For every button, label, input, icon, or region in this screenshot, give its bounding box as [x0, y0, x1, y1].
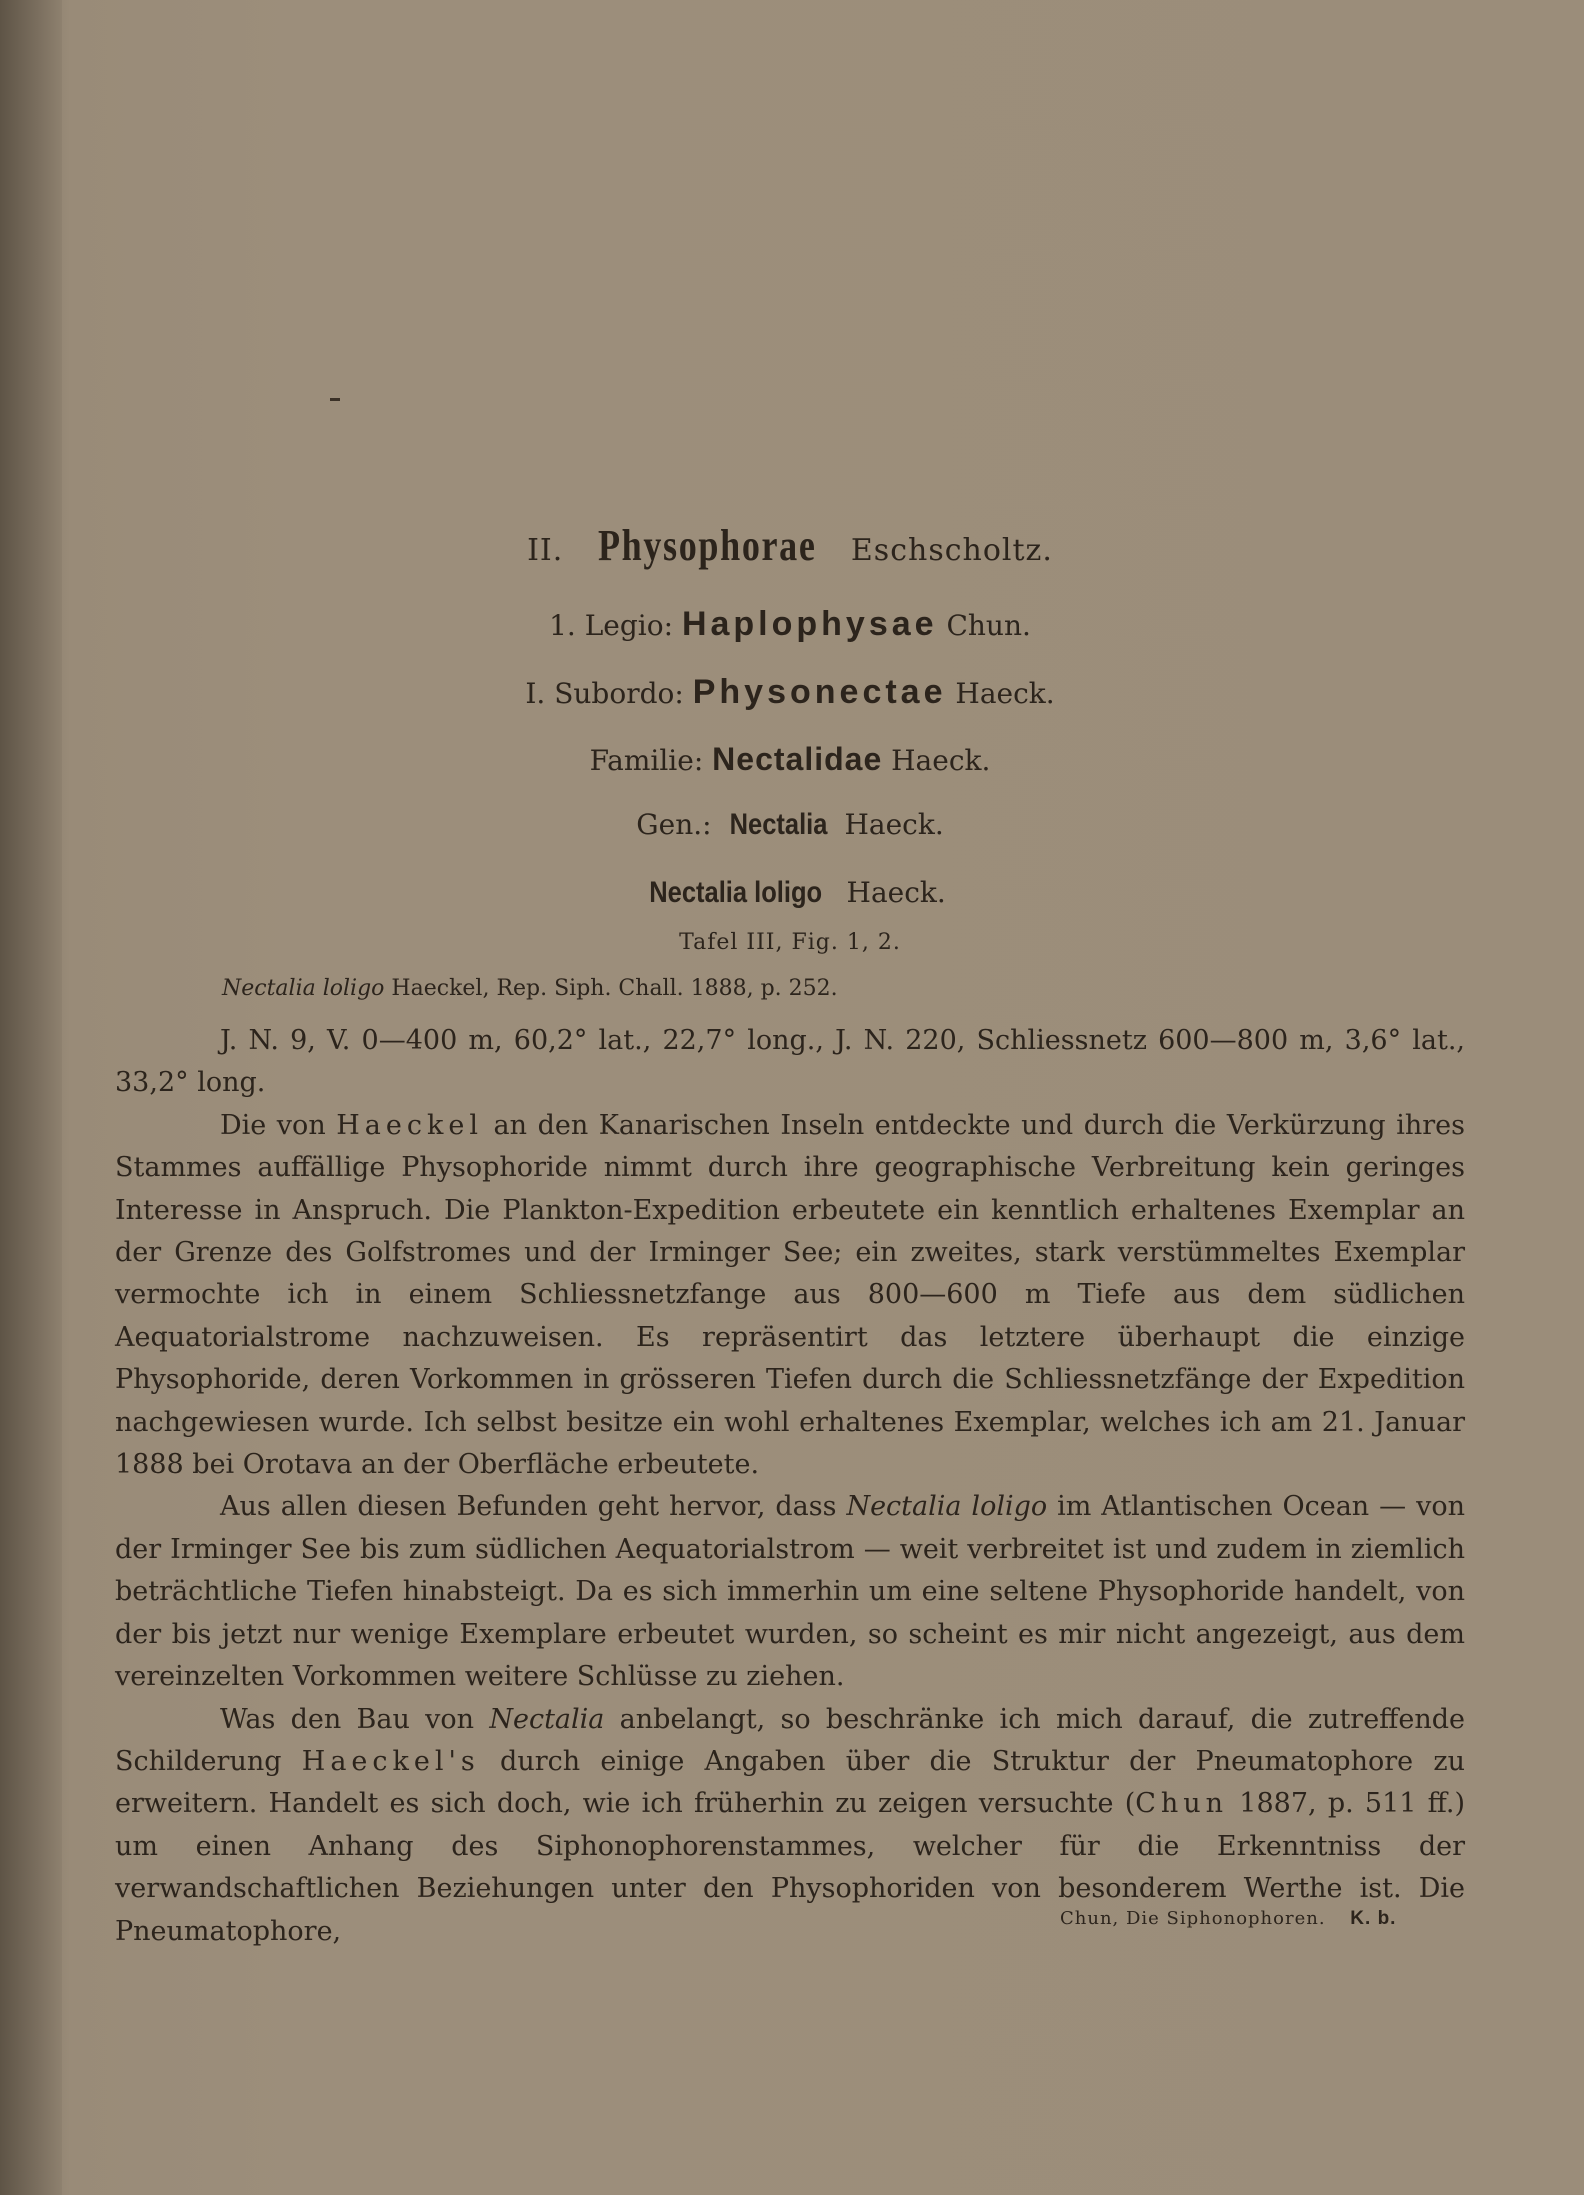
heading-genus-author: Haeck. — [844, 808, 944, 841]
heading-familie — [110, 741, 1470, 778]
heading-genus-prefix: Gen.: — [636, 808, 712, 841]
heading-subordo — [110, 673, 1470, 712]
heading-familie-prefix: Familie: — [589, 744, 704, 777]
heading-genus-taxon: Nectalia — [729, 808, 827, 841]
footer-title: Chun, Die Siphonophoren. — [1060, 1908, 1326, 1929]
heading-species-author: Haeck. — [846, 876, 946, 909]
reference-citation: Haeckel, Rep. Siph. Chall. 1888, p. 252. — [391, 976, 838, 1001]
heading-genus — [110, 808, 1470, 842]
text-run: Was den Bau von — [220, 1703, 475, 1735]
heading-legio-taxon: Haplophysae — [681, 605, 938, 643]
author-name: Haeckel's — [301, 1745, 480, 1777]
heading-legio — [110, 605, 1470, 644]
plate-reference: Tafel III, Fig. 1, 2. — [679, 930, 901, 955]
heading-order-author: Eschscholtz. — [850, 533, 1053, 568]
print-mark — [330, 398, 340, 401]
literature-reference — [222, 976, 838, 1001]
signature-line — [1060, 1908, 1396, 1930]
heading-subordo-author: Haeck. — [955, 677, 1055, 710]
author-name: Haeckel — [336, 1109, 483, 1141]
body-text — [115, 1020, 1465, 1953]
heading-species-taxon: Nectalia loligo — [649, 876, 823, 909]
page-gutter — [0, 0, 62, 2195]
heading-legio-prefix: 1. Legio: — [549, 609, 674, 642]
text-run: 1887, p. 511 ff.) um einen Anhang des Siphonophorenstammes, welcher für die Erkenntniss der verwandschaftlichen Beziehungen unter den Physophoriden von besonderem Werthe ist. Die Pneumatophore, — [115, 1788, 1465, 1947]
printer-signature: K. b. — [1350, 1908, 1397, 1929]
reference-species: Nectalia loligo — [222, 976, 385, 1001]
genus-name: Nectalia — [489, 1703, 605, 1735]
text-run: Die von — [220, 1109, 326, 1141]
text-run: Aus allen diesen Befunden geht hervor, dass — [220, 1491, 837, 1523]
heading-subordo-prefix: I. Subordo: — [525, 677, 684, 710]
heading-familie-author: Haeck. — [891, 744, 991, 777]
heading-species — [110, 876, 1470, 910]
text-run: im Atlantischen Ocean — von der Irminger See bis zum südlichen Aequatorialstrom — weit verbreitet ist und zudem in ziemlich beträchtliche Tiefen hinabsteigt. Da es sich immerhin um eine seltene Physophoride handelt, von der bis jetzt nur wenige Exemplare erbeutet wurden, so scheint es mir nicht angezeigt, aus dem vereinzelten Vorkommen weitere Schlüsse zu ziehen. — [115, 1491, 1465, 1693]
heading-order-taxon: Physophorae — [597, 521, 817, 570]
heading-order — [110, 520, 1470, 571]
heading-order-number: II. — [527, 533, 564, 568]
heading-familie-taxon: Nectalidae — [712, 741, 883, 777]
text-run: an den Kanarischen Inseln entdeckte und durch die Verkürzung ihres Stammes auffällige Physophoride nimmt durch ihre geographische Verbreitung kein geringes Interesse in Anspruch. Die Plankton-Expedition erbeutete ein kenntlich erhaltenes Exemplar an der Grenze des Golfstromes und der Irminger See; ein zweites, stark verstümmeltes Exemplar vermochte ich in einem Schliessnetzfange aus 800—600 m Tiefe aus dem südlichen Aequatorialstrome nachzuweisen. Es repräsentirt das letztere überhaupt die einzige Physophoride, deren Vorkommen in grösseren Tiefen durch die Schliessnetzfänge der Expedition nachgewiesen wurde. Ich selbst besitze ein wohl erhaltenes Exemplar, welches ich am 21. Januar 1888 bei Orotava an der Oberfläche erbeutete. — [115, 1109, 1465, 1481]
text-run: durch einige Angaben über die Struktur der Pneumatophore zu erweitern. Handelt es sich doch, wie ich früherhin zu zeigen versuchte ( — [115, 1745, 1465, 1820]
paragraph-station-data: J. N. 9, V. 0—400 m, 60,2° lat., 22,7° long., J. N. 220, Schliessnetz 600—800 m, 3,6° lat., 33,2° long. — [115, 1025, 1465, 1099]
species-name: Nectalia loligo — [846, 1491, 1048, 1523]
paragraph-distribution — [115, 1105, 1465, 1487]
heading-legio-author: Chun. — [946, 609, 1031, 642]
text-run: anbelangt, so beschränke ich mich darauf, die zutreffende Schilderung — [115, 1703, 1465, 1777]
author-name: Chun — [1135, 1788, 1229, 1820]
paragraph-findings — [115, 1486, 1465, 1698]
heading-subordo-taxon: Physonectae — [692, 673, 947, 711]
